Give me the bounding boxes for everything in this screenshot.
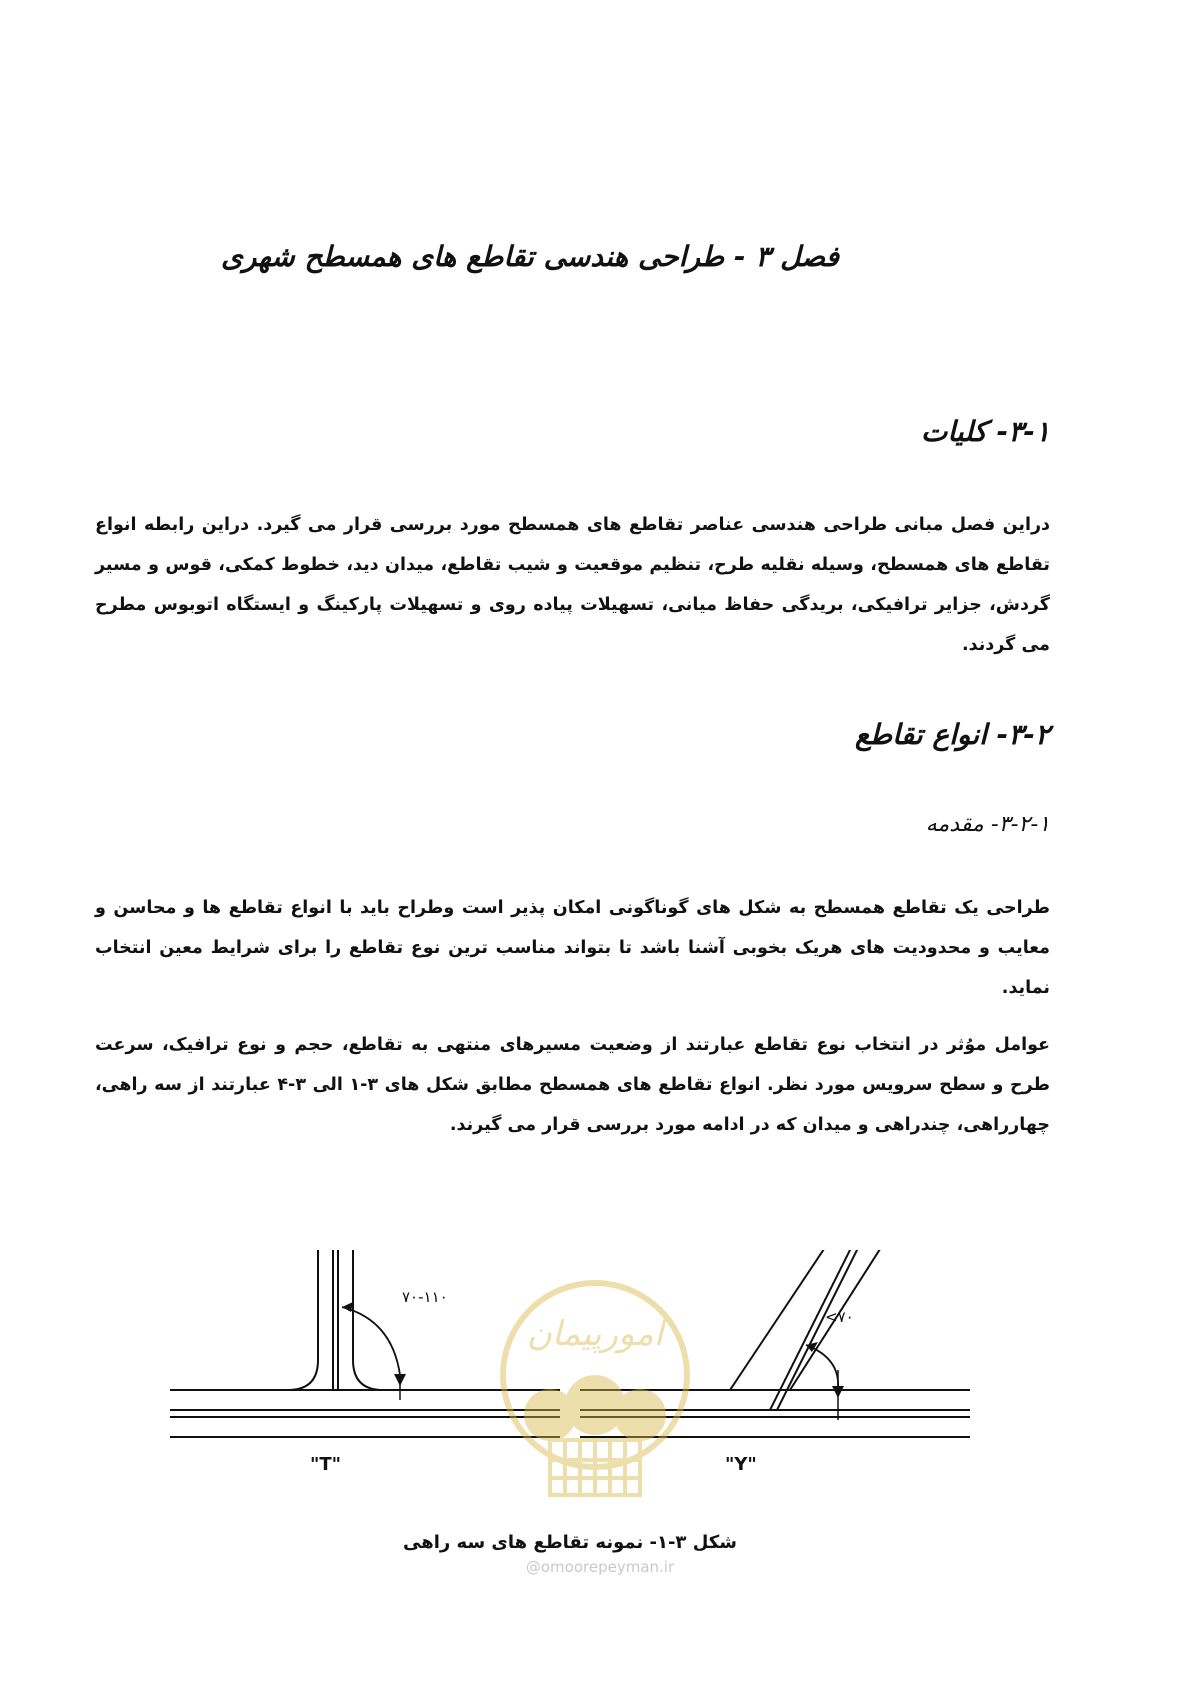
y-angle-label: <۷۰: [825, 1308, 854, 1326]
chapter-title: فصل ۳ - طراحی هندسی تقاطع های همسطح شهری: [221, 240, 839, 273]
t-angle-label: ۷۰-۱۱۰: [402, 1288, 448, 1306]
paragraph-design: طراحی یک تقاطع همسطح به شکل های گوناگونی امکان پذیر است وطراح باید با انواع تقاطع ها و محاسن و معایب و محدودیت های هریک بخوبی آشنا باشد تا بتواند مناسب ترین نوع تقاطع را برای شرایط معین انتخاب نماید.: [95, 898, 1050, 998]
paragraph-intro: دراین فصل مبانی طراحی هندسی عناصر تقاطع های همسطح مورد بررسی قرار می گیرد. دراین رابطه انواع تقاطع های همسطح، وسیله نقلیه طرح، تنظیم موقعیت و شیب تقاطع، میدان دید، خطوط کمکی، قوس و مسیر گردش، جزایر ترافیکی، بریدگی حفاظ میانی، تسهیلات پیاده روی و تسهیلات پارکینگ و ایستگاه اتوبوس مطرح می گردند.: [95, 515, 1050, 655]
subsection-heading-introduction: ۳-۲-۱- مقدمه: [925, 812, 1050, 837]
t-intersection-label: "T": [310, 1454, 342, 1475]
section-heading-intersection-types: ۳-۲- انواع تقاطع: [854, 718, 1050, 751]
y-intersection-label: "Y": [725, 1454, 757, 1475]
figure-caption: شکل ۳-۱- نمونه تقاطع های سه راهی: [403, 1532, 737, 1553]
watermark-logo-text: امورپیمان: [526, 1314, 664, 1354]
section-heading-general: ۳-۱- کلیات: [920, 415, 1050, 448]
paragraph-factors: عوامل موُثر در انتخاب نوع تقاطع عبارتند از وضعیت مسیرهای منتهی به تقاطع، حجم و نوع ترافیک، سرعت طرح و سطح سرویس مورد نظر. انواع تقاطع های همسطح مطابق شکل های ۳-۱ الی ۳-۴ عبارتند از سه راهی، چهارراهی، چندراهی و میدان که در ادامه مورد بررسی قرار می گیرند.: [95, 1035, 1050, 1135]
watermark-logo: [495, 1265, 695, 1535]
watermark-url: @omoorepeyman.ir: [525, 1558, 675, 1576]
